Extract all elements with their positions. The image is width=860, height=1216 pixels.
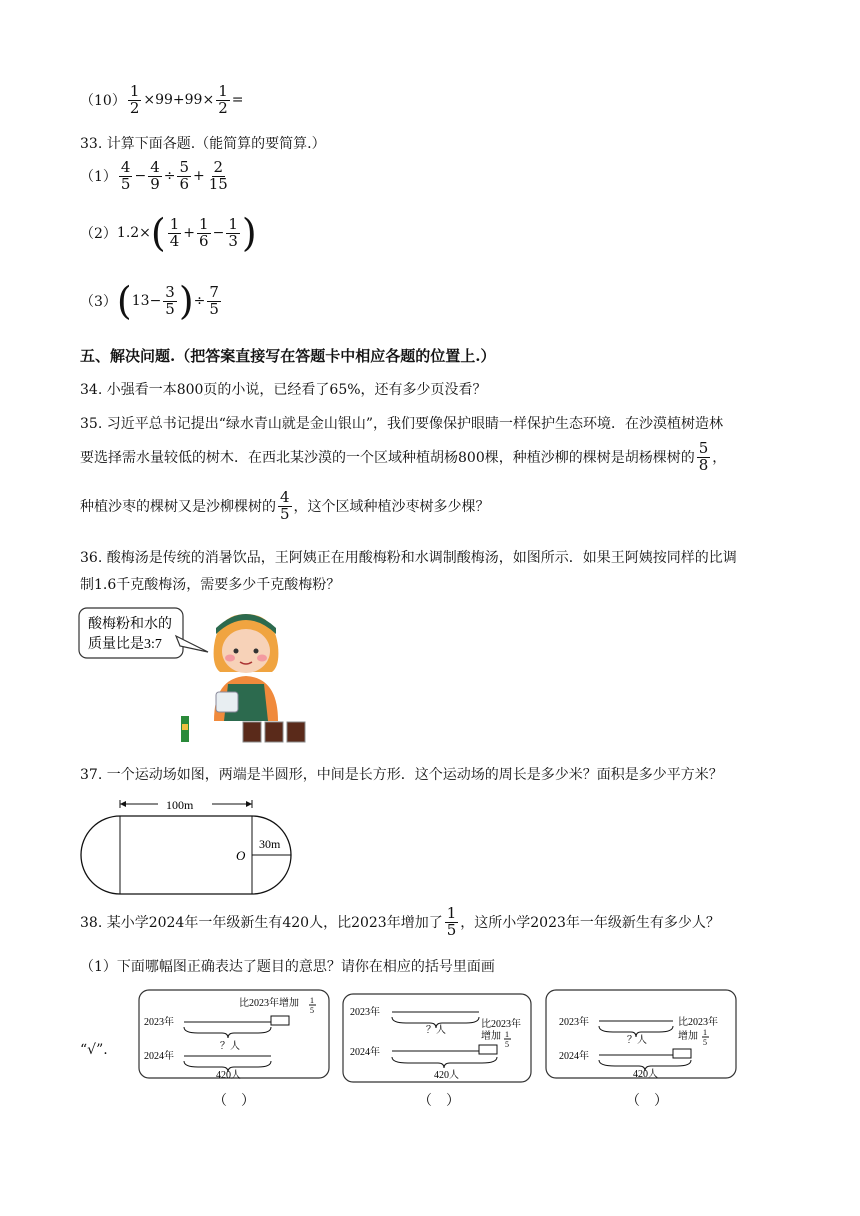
fraction: $\frac{2}{15}$ bbox=[208, 158, 228, 193]
svg-text:比2023年增加: 比2023年增加 bbox=[239, 998, 299, 1009]
svg-text:5: 5 bbox=[505, 1040, 509, 1049]
svg-text:增加: 增加 bbox=[481, 1031, 501, 1042]
svg-text:1: 1 bbox=[703, 1028, 707, 1037]
operator: ÷ bbox=[163, 168, 176, 185]
q36-line-1: 36. 酸梅汤是传统的消暑饮品，王阿姨正在用酸梅粉和水调制酸梅汤，如图所示．如果王阿姨按同样的比调 bbox=[80, 550, 737, 566]
option-diagram-1 bbox=[138, 989, 330, 1081]
woman-icon bbox=[214, 614, 279, 721]
svg-text:5: 5 bbox=[703, 1038, 707, 1047]
svg-text:420人: 420人 bbox=[216, 1070, 241, 1081]
expression-part: 13− bbox=[131, 293, 162, 309]
problem-number: （3） bbox=[80, 294, 117, 310]
answer-paren-3[interactable]: （ ） bbox=[626, 1093, 668, 1109]
svg-text:比2023年: 比2023年 bbox=[678, 1017, 718, 1028]
fraction: $\frac{1}{2}$ bbox=[129, 82, 140, 117]
problem-number: （1） bbox=[80, 169, 117, 186]
operator: ÷ bbox=[193, 293, 206, 309]
kettle-icon bbox=[216, 692, 238, 712]
length-label: 100m bbox=[166, 798, 194, 812]
fraction: $\frac{5}{6}$ bbox=[179, 158, 190, 193]
q33-part-3 bbox=[80, 279, 223, 323]
q34: 34. 小强看一本800页的小说，已经看了65%，还有多少页没看？ bbox=[80, 382, 487, 398]
q35-text: ， bbox=[712, 450, 727, 467]
q37: 37. 一个运动场如图，两端是半圆形，中间是长方形．这个运动场的周长是多少米？面积是多少平方米？ bbox=[80, 767, 723, 783]
expression-part: 1.2× bbox=[116, 225, 151, 241]
equals-sign: = bbox=[231, 92, 244, 109]
operator: − bbox=[212, 225, 225, 241]
center-label: O bbox=[236, 848, 246, 863]
right-paren: ) bbox=[178, 279, 194, 323]
q38-sub1: （1）下面哪幅图正确表达了题目的意思？请你在相应的括号里面画 bbox=[80, 959, 495, 975]
q35-line-2 bbox=[80, 441, 726, 474]
checkmark-instruction: “√”. bbox=[80, 1042, 108, 1058]
svg-text:420人: 420人 bbox=[434, 1070, 459, 1081]
section-heading: 五、解决问题.（把答案直接写在答题卡中相应各题的位置上.） bbox=[80, 347, 496, 365]
q35-text: ，这个区域种植沙枣树多少棵？ bbox=[293, 499, 490, 516]
right-paren: ) bbox=[241, 211, 257, 255]
svg-text:1: 1 bbox=[505, 1030, 509, 1039]
fraction: $\frac{1}{4}$ bbox=[169, 214, 180, 250]
operator: + bbox=[193, 168, 205, 185]
svg-text:？人: ？人 bbox=[220, 1041, 240, 1052]
fraction: $\frac{1}{3}$ bbox=[228, 214, 238, 250]
fraction: $\frac{4}{5}$ bbox=[280, 488, 290, 523]
bubble-text-1: 酸梅粉和水的 bbox=[88, 617, 172, 632]
q36-line-2: 制1.6千克酸梅汤，需要多少千克酸梅粉？ bbox=[80, 577, 341, 593]
svg-text:比2023年: 比2023年 bbox=[481, 1019, 521, 1030]
problem-10 bbox=[80, 84, 243, 117]
stadium-diagram bbox=[76, 790, 316, 902]
svg-text:增加: 增加 bbox=[678, 1031, 698, 1042]
cups-icon bbox=[243, 722, 305, 742]
fraction: $\frac{1}{2}$ bbox=[218, 82, 228, 117]
fraction: $\frac{1}{6}$ bbox=[199, 214, 209, 250]
q35-line-3 bbox=[80, 490, 490, 523]
q33-part-2 bbox=[80, 211, 257, 255]
option-diagram-2 bbox=[342, 993, 532, 1085]
left-paren: ( bbox=[116, 279, 132, 323]
fraction: $\frac{4}{9}$ bbox=[150, 158, 160, 193]
problem-number: （10） bbox=[80, 93, 126, 110]
svg-text:1: 1 bbox=[310, 996, 314, 1005]
fraction: $\frac{4}{5}$ bbox=[120, 158, 131, 193]
fraction: $\frac{7}{5}$ bbox=[209, 282, 219, 318]
svg-text:？人: ？人 bbox=[627, 1035, 647, 1046]
q33-part-1 bbox=[80, 160, 232, 193]
svg-text:2024年: 2024年 bbox=[144, 1051, 174, 1062]
option-diagram-3 bbox=[545, 989, 737, 1081]
q33-title: 33. 计算下面各题.（能简算的要简算.） bbox=[80, 136, 326, 152]
q38-text: ，这所小学2023年一年级新生有多少人？ bbox=[460, 915, 720, 932]
answer-paren-2[interactable]: （ ） bbox=[418, 1093, 460, 1109]
q35-text: 种植沙枣的棵树又是沙柳棵树的 bbox=[80, 499, 276, 516]
q36-illustration bbox=[76, 606, 316, 746]
fraction: $\frac{1}{5}$ bbox=[446, 904, 457, 939]
left-paren: ( bbox=[150, 211, 166, 255]
svg-text:420人: 420人 bbox=[633, 1069, 658, 1080]
operator: + bbox=[183, 225, 196, 241]
svg-text:？人: ？人 bbox=[426, 1025, 446, 1036]
svg-text:2023年: 2023年 bbox=[350, 1007, 380, 1018]
q35-line-1: 35. 习近平总书记提出“绿水青山就是金山银山”，我们要像保护眼睛一样保护生态环境．在沙漠植树造林 bbox=[80, 416, 724, 432]
answer-paren-1[interactable]: （ ） bbox=[213, 1093, 255, 1109]
svg-text:2023年: 2023年 bbox=[559, 1017, 589, 1028]
radius-label: 30m bbox=[259, 837, 281, 851]
operator: − bbox=[134, 168, 147, 185]
q35-text: 要选择需水量较低的树木．在西北某沙漠的一个区域种植胡杨800棵，种植沙柳的棵树是胡杨棵树的 bbox=[80, 450, 695, 467]
expression-part: ×99+99× bbox=[143, 92, 215, 109]
svg-text:5: 5 bbox=[310, 1006, 314, 1015]
bubble-text-2: 质量比是3:7 bbox=[88, 637, 162, 652]
q38-line bbox=[80, 906, 720, 939]
problem-number: （2） bbox=[80, 226, 117, 242]
svg-text:2024年: 2024年 bbox=[350, 1047, 380, 1058]
fraction: $\frac{5}{8}$ bbox=[698, 439, 709, 474]
svg-text:2023年: 2023年 bbox=[144, 1017, 174, 1028]
fraction: $\frac{3}{5}$ bbox=[165, 282, 175, 318]
q38-text: 38. 某小学2024年一年级新生有420人，比2023年增加了 bbox=[80, 915, 443, 932]
svg-text:2024年: 2024年 bbox=[559, 1051, 589, 1062]
